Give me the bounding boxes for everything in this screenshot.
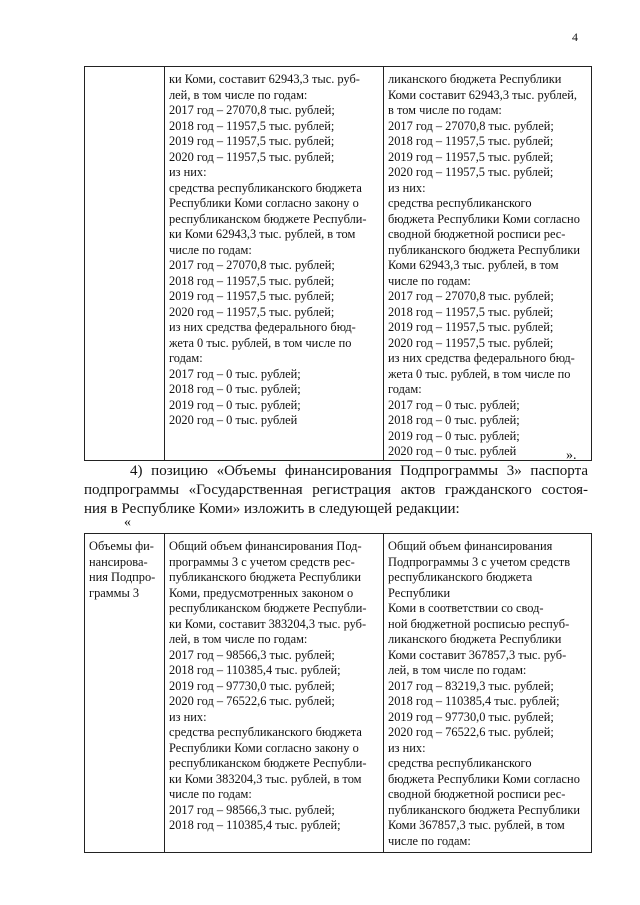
table-row (85, 534, 592, 853)
table-row (85, 67, 592, 461)
table-cell-current (165, 67, 384, 461)
paragraph-line: ния в Республике Коми» изложить в следующей редакции: (84, 501, 460, 517)
paragraph-line: подпрограммы «Государственная регистрация актов гражданского состоя- (84, 482, 588, 498)
cell-text: ликанского бюджета Республики Коми составит 62943,3 тыс. рублей, в том числе по годам: 2017 год – 27070,8 тыс. рублей; 2018 год – 11957,5 тыс. рублей; 2019 год – 11957,5 тыс. рублей; 2020 год – 11957,5 тыс. рублей; из них: средства республиканского бюджета Республики Коми согласно сводной бюджетной росписи рес- публиканского бюджета Республики Коми 62943,3 тыс. рублей, в том числе по годам: 2017 год – 27070,8 тыс. рублей; 2018 год – 11957,5 тыс. рублей; 2019 год – 11957,5 тыс. рублей; 2020 год – 11957,5 тыс. рублей; из них средства федерального бюд- жета 0 тыс. рублей, в том числе по годам: 2017 год – 0 тыс. рублей; 2018 год – 0 тыс. рублей; 2019 год – 0 тыс. рублей; 2020 год – 0 тыс. рублей (388, 72, 581, 458)
funding-table-top (84, 66, 592, 461)
table-cell-current (165, 534, 384, 853)
cell-text: Общий объем финансирования Под- программы 3 с учетом средств рес- публиканского бюджета Республики Коми, предусмотренных законом о республиканском бюджете Республи- ки Коми, составит 383204,3 тыс. руб- лей, в том числе по годам: 2017 год – 98566,3 тыс. рублей; 2018 год – 110385,4 тыс. рублей; 2019 год – 97730,0 тыс. рублей; 2020 год – 76522,6 тыс. рублей; из них: средства республиканского бюджета Республики Коми согласно закону о республиканском бюджете Республи- ки Коми 383204,3 тыс. рублей, в том числе по годам: 2017 год – 98566,3 тыс. рублей; 2018 год – 110385,4 тыс. рублей; (169, 539, 367, 832)
closing-quote: ». (566, 448, 577, 463)
table-cell-new (384, 67, 592, 461)
cell-text: ки Коми, составит 62943,3 тыс. руб- лей, в том числе по годам: 2017 год – 27070,8 тыс. рублей; 2018 год – 11957,5 тыс. рублей; 2019 год – 11957,5 тыс. рублей; 2020 год – 11957,5 тыс. рублей; из них: средства республиканского бюджета Республики Коми согласно закону о республиканском бюджете Республи- ки Коми 62943,3 тыс. рублей, в том числе по годам: 2017 год – 27070,8 тыс. рублей; 2018 год – 11957,5 тыс. рублей; 2019 год – 11957,5 тыс. рублей; 2020 год – 11957,5 тыс. рублей; из них средства федерального бюд- жета 0 тыс. рублей, в том числе по годам: 2017 год – 0 тыс. рублей; 2018 год – 0 тыс. рублей; 2019 год – 0 тыс. рублей; 2020 год – 0 тыс. рублей (169, 72, 367, 427)
paragraph-line: 4) позицию «Объемы финансирования Подпрограммы 3» паспорта (130, 463, 588, 479)
page-number: 4 (572, 30, 578, 44)
table-cell-new (384, 534, 592, 853)
funding-table-bottom (84, 533, 592, 853)
opening-quote: « (124, 515, 131, 530)
table-cell-label (85, 67, 165, 461)
cell-text: Объемы фи- нансирова- ния Подпро- граммы 3 (89, 539, 156, 600)
table-cell-label (85, 534, 165, 853)
cell-text (85, 67, 164, 72)
cell-text: Общий объем финансирования Подпрограммы 3 с учетом средств республиканского бюджета Республики Коми в соответствии со свод- ной бюджетной росписью респуб- ликанского бюджета Республики Коми составит 367857,3 тыс. руб- лей, в том числе по годам: 2017 год – 83219,3 тыс. рублей; 2018 год – 110385,4 тыс. рублей; 2019 год – 97730,0 тыс. рублей; 2020 год – 76522,6 тыс. рублей; из них: средства республиканского бюджета Республики Коми согласно сводной бюджетной росписи рес- публиканского бюджета Республики Коми 367857,3 тыс. рублей, в том числе по годам: (388, 539, 581, 848)
